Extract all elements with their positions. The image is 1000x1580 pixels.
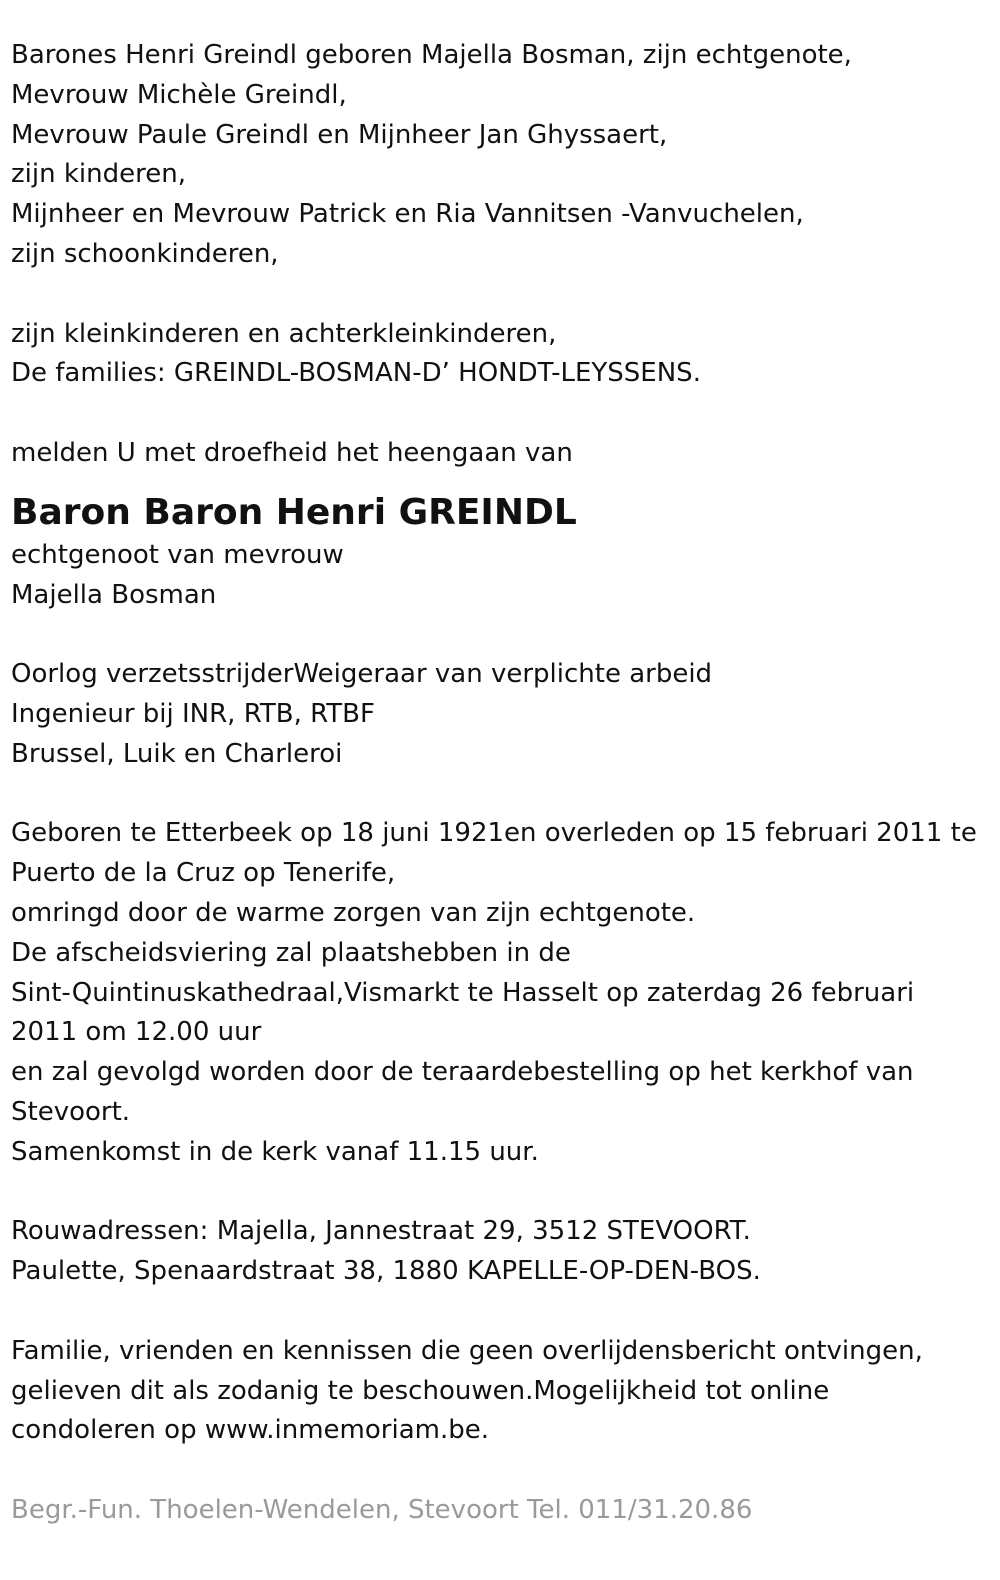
notice-line: gelieven dit als zodanig te beschouwen.Mogelijkheid tot online [11,1375,830,1406]
family-line-children-label: zijn kinderen, [11,159,186,190]
details-line: Stevoort. [11,1096,131,1127]
funeral-home-footer: Begr.-Fun. Thoelen-Wendelen, Stevoort Tel. 011/31.20.86 [11,1494,753,1525]
details-line: De afscheidsviering zal plaatshebben in de [11,937,571,968]
details-line: Geboren te Etterbeek op 18 juni 1921en overleden op 15 februari 2011 te [11,818,977,849]
career-line: Oorlog verzetsstrijderWeigeraar van verplichte arbeid [11,659,713,690]
details-line: omringd door de warme zorgen van zijn echtgenote. [11,897,696,928]
spacer [11,1173,1000,1213]
family-line-in-laws: Mijnheer en Mevrouw Patrick en Ria Vannitsen -Vanvuchelen, [11,199,804,230]
deceased-name: Baron Baron Henri GREINDL [11,491,577,533]
career-line: Brussel, Luik en Charleroi [11,738,343,769]
family-line-spouse: Barones Henri Greindl geboren Majella Bosman, zijn echtgenote, [11,40,852,70]
details-line: Puerto de la Cruz op Tenerife, [11,858,396,889]
address-line: Paulette, Spenaardstraat 38, 1880 KAPELLE-OP-DEN-BOS. [11,1256,761,1287]
career-block [11,655,1000,774]
spouse-line-2: Majella Bosman [11,579,217,610]
notice-line: Familie, vrienden en kennissen die geen overlijdensbericht ontvingen, [11,1335,923,1366]
spacer [11,615,1000,655]
spacer [11,275,1000,315]
details-line: en zal gevolgd worden door de teraardebestelling op het kerkhof van [11,1057,914,1088]
family-line-daughter-1: Mevrouw Michèle Greindl, [11,79,347,110]
career-line: Ingenieur bij INR, RTB, RTBF [11,698,375,729]
announcement-text: melden U met droefheid het heengaan van [11,437,573,468]
family-line-in-laws-label: zijn schoonkinderen, [11,238,279,269]
family-line-grandchildren: zijn kleinkinderen en achterkleinkinderen, [11,318,557,349]
spacer [11,1451,1000,1491]
notice-block [11,1332,1000,1451]
family-line-families: De families: GREINDL-BOSMAN-D’ HONDT-LEYSSENS. [11,358,701,389]
spacer [11,1292,1000,1332]
spacer [11,775,1000,815]
family-line-daughter-2: Mevrouw Paule Greindl en Mijnheer Jan Ghyssaert, [11,119,668,150]
notice-line: condoleren op www.inmemoriam.be. [11,1415,489,1446]
details-line: Samenkomst in de kerk vanaf 11.15 uur. [11,1136,539,1167]
family-block [11,36,1000,394]
deceased-block [11,474,1000,616]
details-line: Sint-Quintinuskathedraal,Vismarkt te Hasselt op zaterdag 26 februari [11,977,915,1008]
details-block [11,814,1000,1172]
addresses-block [11,1212,1000,1292]
spouse-line-1: echtgenoot van mevrouw [11,539,344,570]
address-line: Rouwadressen: Majella, Jannestraat 29, 3512 STEVOORT. [11,1216,751,1247]
spacer [11,394,1000,434]
details-line: 2011 om 12.00 uur [11,1017,262,1048]
